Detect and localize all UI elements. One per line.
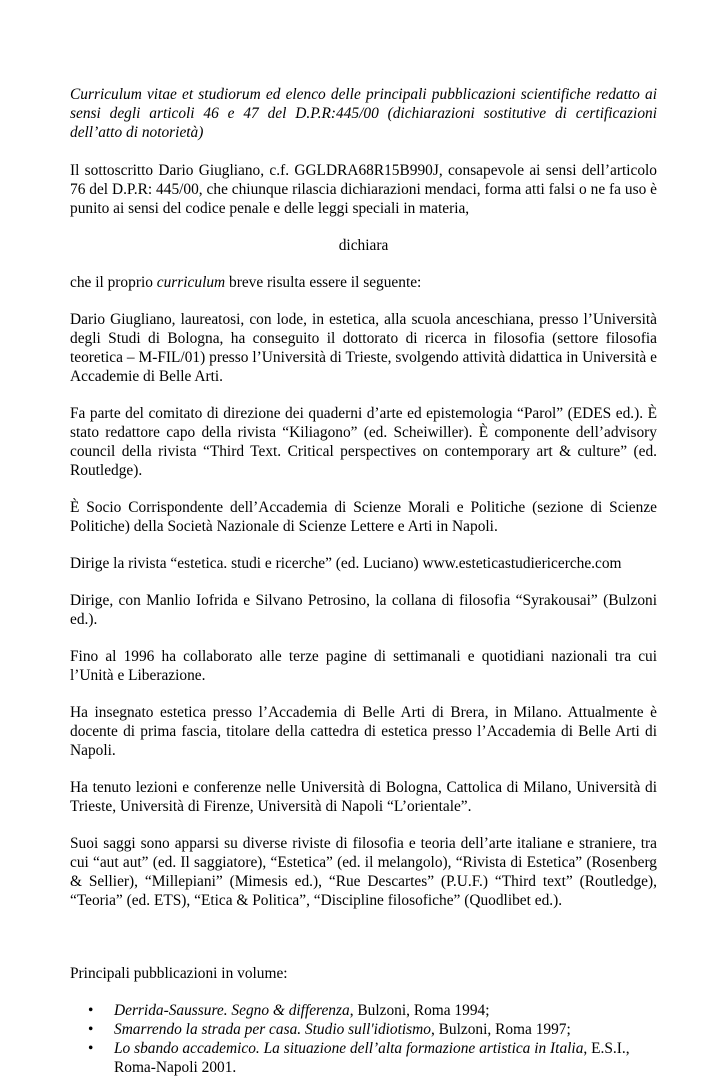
declares-heading: dichiara: [338, 237, 389, 254]
section-spacer: [70, 928, 657, 964]
bio-paragraph-press: Fino al 1996 ha collaborato alle terze pagine di settimanali e quotidiani nazionali tra cui l’Unità e Liberazione.: [70, 648, 657, 684]
publication-details: , E.S.I., Roma-Napoli 2001.: [114, 1040, 630, 1076]
publication-title: Derrida-Saussure. Segno & differenza: [114, 1002, 350, 1019]
bio-paragraph-education: Dario Giugliano, laureatosi, con lode, in estetica, alla scuola anceschiana, presso l’Università degli Studi di Bologna, ha conseguito il dottorato di ricerca in filosofia (settore filosofia teoretica – M-FIL/01) presso l’Università di Trieste, svolgendo attività didattica in Università e Accademie di Belle Arti.: [70, 311, 657, 385]
list-item: [70, 1039, 657, 1077]
bio-paragraph-teaching: Ha insegnato estetica presso l’Accademia di Belle Arti di Brera, in Milano. Attualmente è docente di prima fascia, titolare della cattedra di estetica presso l’Accademia di Belle Arti di Napoli.: [70, 704, 657, 759]
list-item: [70, 1001, 657, 1020]
publication-title: Lo sbando accademico. La situazione dell’alta formazione artistica in Italia: [114, 1040, 584, 1057]
header-note: Curriculum vitae et studiorum ed elenco delle principali pubblicazioni scientifiche redatto ai sensi degli articoli 46 e 47 del D.P.R:445/00 (dichiarazioni sostitutive di certificazioni dell’atto di notorietà): [70, 86, 657, 141]
publication-title: Smarrendo la strada per casa. Studio sull'idiotismo: [114, 1021, 431, 1038]
bio-paragraph-academy: È Socio Corrispondente dell’Accademia di Scienze Morali e Politiche (sezione di Scienze Politiche) della Società Nazionale di Scienze Lettere e Arti in Napoli.: [70, 499, 657, 535]
bio-paragraph-lectures: Ha tenuto lezioni e conferenze nelle Università di Bologna, Cattolica di Milano, Università di Trieste, Università di Firenze, Università di Napoli “L’orientale”.: [70, 779, 657, 815]
bullet-icon: •: [88, 1021, 94, 1038]
list-item: [70, 1020, 657, 1039]
curriculum-intro-before: che il proprio: [70, 274, 157, 291]
publications-heading: Principali pubblicazioni in volume:: [70, 965, 288, 982]
bio-paragraph-journal: Dirige la rivista “estetica. studi e ricerche” (ed. Luciano) www.esteticastudiericerche.com: [70, 555, 622, 572]
bio-paragraph-editorial: Fa parte del comitato di direzione dei quaderni d’arte ed epistemologia “Parol” (EDES ed.). È stato redattore capo della rivista “Kiliagono” (ed. Scheiwiller). È componente dell’advisory council della rivista “Third Text. Critical perspectives on contemporary art & culture” (ed. Routledge).: [70, 405, 657, 479]
document-page: [70, 85, 657, 1077]
curriculum-intro-after: breve risulta essere il seguente:: [225, 274, 422, 291]
bullet-icon: •: [88, 1002, 94, 1019]
publications-list: [70, 1001, 657, 1077]
curriculum-intro-emphasis: curriculum: [156, 274, 226, 291]
bio-paragraph-essays: Suoi saggi sono apparsi su diverse riviste di filosofia e teoria dell’arte italiane e straniere, tra cui “aut aut” (ed. Il saggiatore), “Estetica” (ed. il melangolo), “Rivista di Estetica” (Rosenberg & Sellier), “Millepiani” (Mimesis ed.), “Rue Descartes” (P.U.F.) “Third text” (Routledge), “Teoria” (ed. ETS), “Etica & Politica”, “Discipline filosofiche” (Quodlibet ed.).: [70, 835, 657, 909]
publication-details: , Bulzoni, Roma 1994;: [349, 1002, 490, 1019]
curriculum-intro: [70, 273, 657, 292]
bullet-icon: •: [88, 1040, 94, 1057]
bio-paragraph-series: Dirige, con Manlio Iofrida e Silvano Petrosino, la collana di filosofia “Syrakousai” (Bulzoni ed.).: [70, 592, 657, 628]
declaration-paragraph: Il sottoscritto Dario Giugliano, c.f. GGLDRA68R15B990J, consapevole ai sensi dell’articolo 76 del D.P.R: 445/00, che chiunque rilascia dichiarazioni mendaci, forma atti falsi o ne fa uso è punito ai sensi del codice penale e delle leggi speciali in materia,: [70, 162, 657, 217]
publication-details: , Bulzoni, Roma 1997;: [430, 1021, 571, 1038]
